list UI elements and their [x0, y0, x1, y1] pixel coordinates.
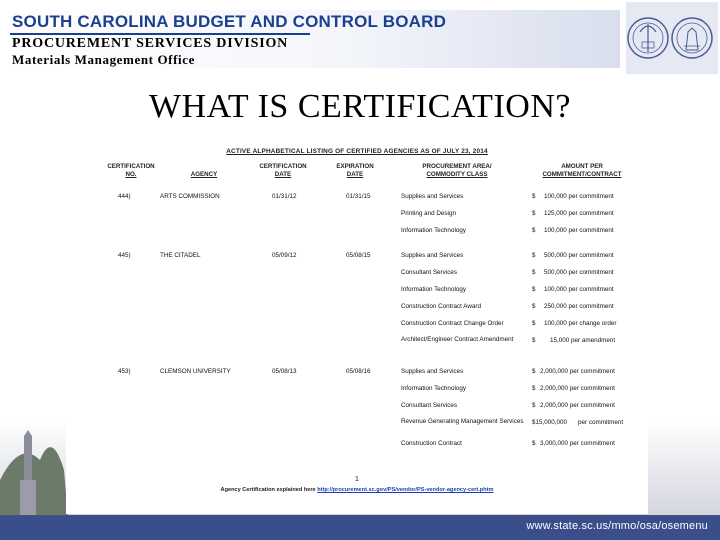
agency-name: ARTS COMMISSION — [160, 193, 220, 200]
area: Supplies and Services — [401, 368, 464, 375]
currency: $ — [532, 252, 536, 259]
cert-date: 05/09/12 — [272, 252, 297, 259]
document-footer — [66, 487, 648, 493]
exp-date: 05/08/15 — [346, 252, 371, 259]
currency: $ — [532, 193, 536, 200]
cert-number: 453) — [118, 368, 131, 375]
office-title: Materials Management Office — [12, 52, 195, 67]
area: Information Technology — [401, 286, 466, 293]
column-header-agency — [174, 171, 234, 179]
certification-document — [66, 138, 648, 514]
area: Revenue Generating Management Services — [401, 418, 524, 425]
exp-date: 01/31/15 — [346, 193, 371, 200]
state-seal-icon — [626, 2, 718, 74]
currency: $ — [532, 385, 536, 392]
footer-url: www.state.sc.us/mmo/osa/osemenu — [526, 520, 708, 532]
division-title: PROCUREMENT SERVICES DIVISION — [12, 36, 289, 51]
column-header-agency-label: AGENCY — [190, 171, 218, 178]
footer-label: Agency Certification explained here — [220, 487, 316, 493]
column-header-cert-no-line1: CERTIFICATION — [107, 163, 155, 170]
area: Information Technology — [401, 227, 466, 234]
amount: 15,000 per amendment — [550, 337, 616, 344]
amount: 100,000 per commitment — [544, 286, 614, 293]
amount: 125,000 per commitment — [544, 210, 614, 217]
agency-name: THE CITADEL — [160, 252, 201, 259]
currency: $ — [532, 303, 536, 310]
column-header-amount-line2: COMMITMENT/CONTRACT — [542, 170, 622, 178]
currency: $ — [532, 368, 536, 375]
cert-number: 445) — [118, 252, 131, 259]
currency: $ — [532, 227, 536, 234]
column-header-exp-date-line1: EXPIRATION — [336, 163, 374, 170]
currency: $ — [532, 210, 536, 217]
column-header-area-line2: COMMODITY CLASS — [426, 170, 488, 178]
area: Printing and Design — [401, 210, 456, 217]
area: Construction Contract — [401, 440, 462, 447]
column-header-exp-date-line2: DATE — [346, 170, 364, 178]
amount: 500,000 per commitment — [544, 269, 614, 276]
header-banner — [0, 0, 720, 80]
column-header-cert-date-line1: CERTIFICATION — [259, 163, 307, 170]
agency-name: CLEMSON UNIVERSITY — [160, 368, 231, 375]
column-header-amount — [524, 163, 640, 178]
currency: $ — [532, 337, 536, 344]
area: Construction Contract Award — [401, 303, 482, 310]
amount: 2,000,000 per commitment — [540, 385, 615, 392]
column-header-amount-line1: AMOUNT PER — [561, 163, 603, 170]
amount: 100,000 per change order — [544, 320, 617, 327]
amount: 250,000 per commitment — [544, 303, 614, 310]
amount: 100,000 per commitment — [544, 193, 614, 200]
area: Information Technology — [401, 385, 466, 392]
area: Supplies and Services — [401, 252, 464, 259]
currency: $ — [532, 440, 536, 447]
document-heading: ACTIVE ALPHABETICAL LISTING OF CERTIFIED AGENCIES AS OF JULY 23, 2014 — [226, 148, 488, 155]
slide-title: WHAT IS CERTIFICATION? — [149, 88, 571, 125]
currency: $ — [532, 320, 536, 327]
exp-date: 05/08/16 — [346, 368, 371, 375]
area: Consultant Services — [401, 402, 457, 409]
amount: 100,000 per commitment — [544, 227, 614, 234]
amount: 2,000,000 per commitment — [540, 402, 615, 409]
area: Architect/Engineer Contract Amendment — [401, 336, 514, 343]
board-title-rule — [10, 33, 310, 35]
area: Consultant Services — [401, 269, 457, 276]
board-title: SOUTH CAROLINA BUDGET AND CONTROL BOARD — [12, 12, 447, 31]
column-header-exp-date — [322, 163, 388, 178]
amount: 2,000,000 per commitment — [540, 368, 615, 375]
column-header-cert-date — [248, 163, 318, 178]
currency: $ — [532, 286, 536, 293]
currency: $ — [532, 269, 536, 276]
certification-link[interactable]: http://procurement.sc.gov/PS/vendor/PS-vendor-agency-cert.phtm — [317, 487, 494, 493]
amount: 500,000 per commitment — [544, 252, 614, 259]
column-header-cert-date-line2: DATE — [274, 170, 292, 178]
cert-date: 01/31/12 — [272, 193, 297, 200]
column-header-cert-no — [96, 163, 166, 178]
currency: $ — [532, 402, 536, 409]
page-number: 1 — [355, 476, 359, 483]
cert-date: 05/08/13 — [272, 368, 297, 375]
column-header-area-line1: PROCUREMENT AREA/ — [422, 163, 492, 170]
cert-number: 444) — [118, 193, 131, 200]
currency: $15,000,000 — [532, 419, 568, 426]
amount: 3,000,000 per commitment — [540, 440, 615, 447]
area: Construction Contract Change Order — [401, 320, 504, 327]
area: Supplies and Services — [401, 193, 464, 200]
column-header-cert-no-line2: NO. — [125, 170, 137, 178]
column-header-area — [392, 163, 522, 178]
amount: per commitment — [578, 419, 624, 426]
